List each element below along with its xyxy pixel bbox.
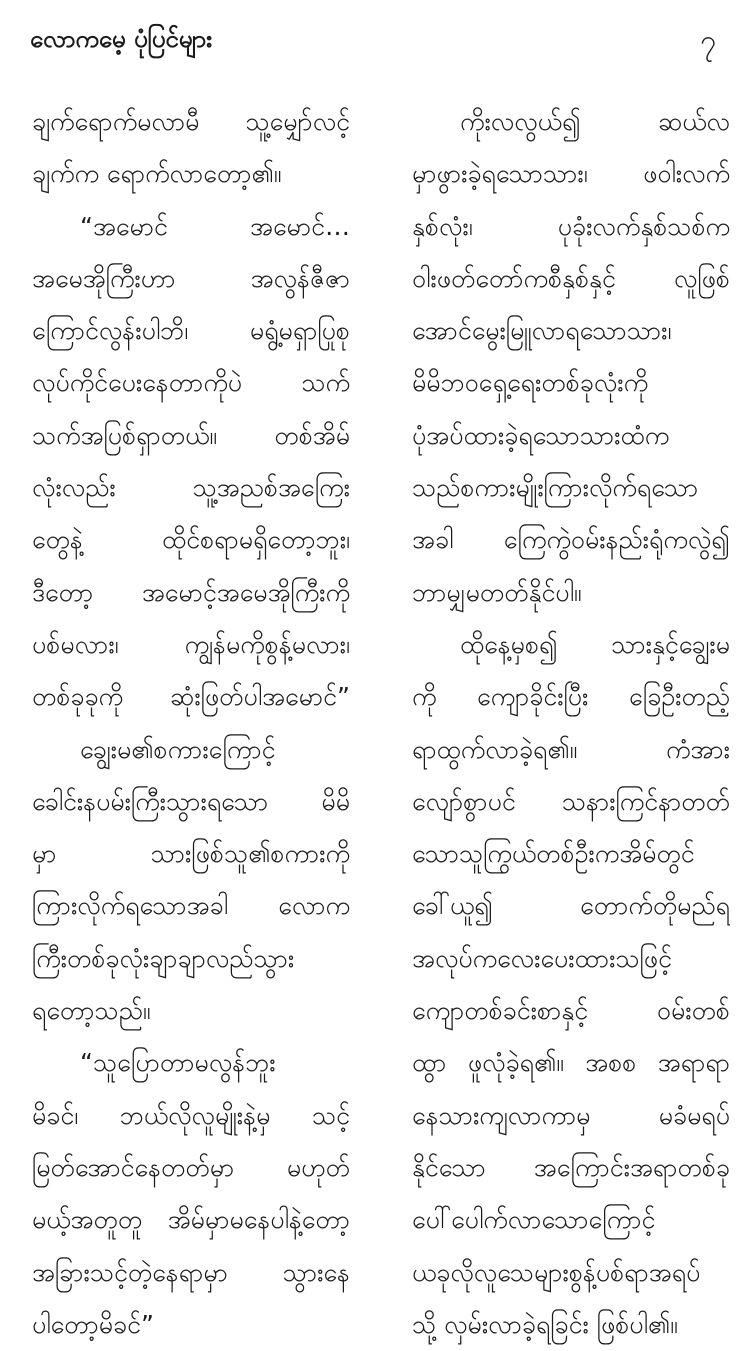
page-number: ၇ <box>700 24 716 57</box>
text-line: “သူပြောတာမလွန်ဘူး <box>80 1048 276 1078</box>
text-line: “အမောင် အမောင်… <box>80 211 350 241</box>
text-line: ရတော့သည်။ <box>32 996 151 1026</box>
text-line: လုပ်ကိုင်ပေးနေတာကိုပဲ သက် <box>32 368 350 398</box>
text-line: ထွာ ဖူလုံခဲ့ရ၏။ အစစ အရာရာ <box>412 1048 730 1078</box>
text-line: လျော်စွာပင် သနားကြင်နာတတ် <box>412 786 730 816</box>
text-line: မယ့်အတူတူ အိမ်မှာမနေပါနဲ့တော့ <box>32 1205 350 1235</box>
text-line: မိမိဘဝရှေ့ရေးတစ်ခုလုံးကို <box>412 368 649 398</box>
text-line: အောင်မွေးမြူလာရသောသား၊ <box>412 316 672 346</box>
right-text-column <box>412 96 730 1351</box>
text-line: ကြီးတစ်ခုလုံးချာချာလည်သွား <box>32 943 295 973</box>
text-line: နေသားကျလာကာမှ မခံမရပ် <box>412 1100 730 1130</box>
text-line: သည်စကားမျိုးကြားလိုက်ရသော <box>412 473 699 503</box>
text-line: ခေါင်းနပမ်းကြီးသွားရသော မိမိ <box>32 786 350 816</box>
running-title: လောကမေ့ ပုံပြင်များ <box>30 25 213 53</box>
text-line: မြတ်အောင်နေတတ်မှာ မဟုတ် <box>32 1152 350 1182</box>
left-text-column <box>32 96 350 1351</box>
text-line: ဝါးဖတ်တော်ကစီနှစ်နှင့် လူဖြစ် <box>412 263 730 293</box>
text-line: နိုင်သော အကြောင်းအရာတစ်ခု <box>412 1152 730 1182</box>
text-line: သောသူကြွယ်တစ်ဦးကအိမ်တွင် <box>412 839 695 869</box>
text-line: အခါ ကြေကွဲဝမ်းနည်းရုံကလွဲ၍ <box>412 525 730 555</box>
text-line: ထိုနေ့မှစ၍ သားနှင့်ချွေးမ <box>460 629 730 659</box>
text-line: ဘာမျှမတတ်နိုင်ပါ။ <box>412 577 582 607</box>
text-line: ချက်က ရောက်လာတော့၏။ <box>32 159 282 189</box>
text-line: သက်အပြစ်ရှာတယ်။ တစ်အိမ် <box>32 420 350 450</box>
text-line: အခြားသင့်တဲ့နေရာမှာ သွားနေ <box>32 1257 350 1287</box>
text-line: အမေအိုကြီးဟာ အလွန်ဇီဇာ <box>32 263 350 293</box>
text-line: အလုပ်ကလေးပေးထားသဖြင့် <box>412 943 672 973</box>
text-line: ယခုလိုလူသေများစွန့်ပစ်ရာအရပ် <box>412 1257 701 1287</box>
text-line: ပုံအပ်ထားခဲ့ရသောသားထံက <box>412 420 670 450</box>
text-line: တစ်ခုခုကို ဆုံးဖြတ်ပါအမောင်” <box>32 682 350 712</box>
text-line: ကိုးလလွယ်၍ ဆယ်လ <box>460 107 730 136</box>
text-line: တွေနဲ့ ထိုင်စရာမရှိတော့ဘူး၊ <box>32 525 350 555</box>
text-line: ရာထွက်လာခဲ့ရ၏။ ကံအား <box>412 734 730 764</box>
text-line: ကို ကျောခိုင်းပြီး ခြေဦးတည့် <box>412 682 730 712</box>
text-line: မှာ သားဖြစ်သူ၏စကားကို <box>32 839 350 869</box>
text-line: ကြောင်လွန်းပါဘိ၊ မရွံ့မရှာပြုစု <box>32 316 350 346</box>
text-line: မှာဖွားခဲ့ရသောသား၊ ဖဝါးလက် <box>412 159 730 189</box>
text-line: ချက်ရောက်မလာမီ သူ့မျှော်လင့် <box>32 107 350 136</box>
text-line: လုံးလည်း သူ့အညစ်အကြေး <box>32 473 350 503</box>
text-line: ပစ်မလား၊ ကျွန်မကိုစွန့်မလား၊ <box>32 629 350 659</box>
text-line: ကြားလိုက်ရသောအခါ လောက <box>32 891 350 921</box>
text-line: ခေါ်ယူ၍ တောက်တိုမည်ရ <box>412 891 730 921</box>
text-line: နှစ်လုံး၊ ပုခုံးလက်နှစ်သစ်က <box>412 211 730 241</box>
text-line: ပေါ်ပေါက်လာသောကြောင့် <box>412 1205 656 1235</box>
text-line: မိခင်၊ ဘယ်လိုလူမျိုးနဲ့မှ သင့် <box>32 1100 350 1130</box>
text-line: သို့ လှမ်းလာခဲ့ရခြင်း ဖြစ်ပါ၏။ <box>412 1309 678 1339</box>
text-line: ဒီတော့ အမောင့်အမေအိုကြီးကို <box>32 577 350 607</box>
text-line: ပါတော့မိခင်” <box>32 1309 154 1339</box>
text-line: ကျောတစ်ခင်းစာနှင့် ဝမ်းတစ် <box>412 996 730 1026</box>
text-line: ချွေးမ၏စကားကြောင့် <box>80 734 276 764</box>
